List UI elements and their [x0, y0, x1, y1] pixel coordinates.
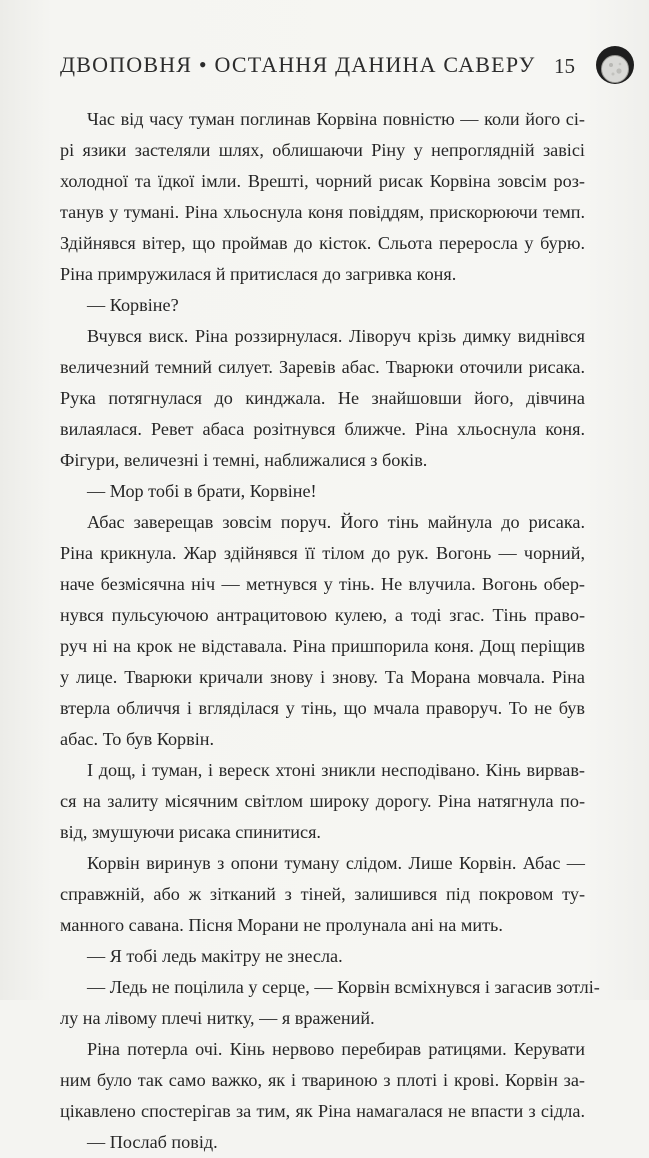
- text-line: величезний темний силует. Заревів абас. Тварюки оточили рисака.: [60, 357, 585, 377]
- text-line: Здійнявся вітер, що проймав до кісток. Сльота переросла у бурю.: [60, 233, 585, 253]
- text-line: вилаялася. Ревет абаса розітнувся ближче. Ріна хльоснула коня.: [60, 419, 585, 439]
- text-line: І дощ, і туман, і вереск хтоні зникли несподівано. Кінь вирвав-: [87, 760, 585, 780]
- text-line: танув у тумані. Ріна хльоснула коня повіддям, прискорюючи темп.: [60, 202, 585, 222]
- text-line: наче безмісячна ніч — метнувся у тінь. Не влучила. Вогонь обер-: [60, 574, 585, 594]
- text-line: ним було так само важко, як і твариною з плоті і крові. Корвін за-: [60, 1070, 585, 1090]
- text-line: справжній, або ж зітканий з тіней, залишився під покровом ту-: [60, 884, 585, 904]
- text-line: манного савана. Пісня Морани не пролунала ані на мить.: [60, 915, 503, 935]
- text-line: абас. То був Корвін.: [60, 729, 215, 749]
- text-line: — Я тобі ледь макітру не знесла.: [87, 946, 343, 966]
- text-line: — Ледь не поцілила у серце, — Корвін всміхнувся і загасив зотлі-: [87, 977, 600, 997]
- text-line: Ріна примружилася й притислася до загривка коня.: [60, 264, 457, 284]
- text-line: — Корвіне?: [87, 295, 179, 315]
- text-line: Фігури, величезні і темні, наближалися з боків.: [60, 450, 428, 470]
- text-line: Ріна крикнула. Жар здійнявся її тілом до рук. Вогонь — чорний,: [60, 543, 585, 563]
- page-number: 15: [554, 54, 575, 78]
- text-line: нувся пульсуючою антрацитовою кулею, а тоді згас. Тінь право-: [60, 605, 585, 625]
- text-line: — Послаб повід.: [87, 1132, 218, 1152]
- text-line: у лице. Тварюки кричали знову і знову. Та Морана мовчала. Ріна: [60, 667, 585, 687]
- text-line: Абас заверещав зовсім поруч. Його тінь майнула до рисака.: [87, 512, 585, 532]
- text-line: холодної та їдкої імли. Врешті, чорний рисак Корвіна зовсім роз-: [60, 171, 585, 191]
- text-line: Час від часу туман поглинав Корвіна повністю — коли його сі-: [87, 109, 585, 129]
- text-line: Вчувся виск. Ріна роззирнулася. Ліворуч крізь димку виднівся: [87, 326, 585, 346]
- text-line: Рука потягнулася до кинджала. Не знайшовши його, дівчина: [60, 388, 585, 408]
- text-line: лу на лівому плечі нитку, — я вражений.: [60, 1008, 375, 1028]
- text-line: ся на залиту місячним світлом широку дорогу. Ріна натягнула по-: [60, 791, 585, 811]
- text-line: — Мор тобі в брати, Корвіне!: [87, 481, 317, 501]
- text-line: руч ні на крок не відставала. Ріна пришпорила коня. Дощ періщив: [60, 636, 585, 656]
- text-line: Корвін виринув з опони туману слідом. Лише Корвін. Абас —: [87, 853, 585, 873]
- text-line: цікавлено спостерігав за тим, як Ріна намагалася не впасти з сідла.: [60, 1101, 585, 1121]
- text-line: Ріна потерла очі. Кінь нервово перебирав ратицями. Керувати: [87, 1039, 585, 1059]
- text-line: втерла обличчя і вглядiлася у тінь, що мчала праворуч. То не був: [60, 698, 585, 718]
- text-line: рі язики застеляли шлях, облишаючи Ріну у непроглядній завісі: [60, 140, 585, 160]
- text-line: від, змушуючи рисака спинитися.: [60, 822, 321, 842]
- moon-phase-icon: [594, 44, 636, 86]
- running-head: ДВОПОВНЯ • ОСТАННЯ ДАНИНА САВЕРУ: [60, 52, 536, 77]
